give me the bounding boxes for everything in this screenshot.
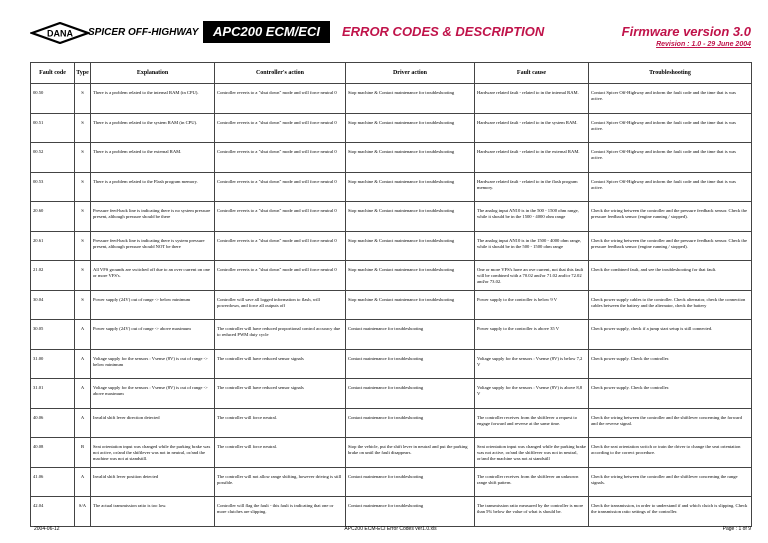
table-row [31,290,752,320]
table-header-row [31,63,752,84]
cell-fault-cause: One or more VFS's have an ove current, not that this fault will be combined with a 70.02 and/or 71.02 and/or 72.02 and/or 73.02. [475,261,589,291]
doc-title: ERROR CODES & DESCRIPTION [342,24,545,39]
cell-driver-action: Contact maintenance for troubleshooting [346,408,475,438]
table-row [31,467,752,497]
cell-fault-cause: Hardware related fault - related to in the external RAM. [475,143,589,173]
cell-driver-action: Stop machine & Contact maintenance for troubleshooting [346,143,475,173]
cell-fault-cause: The analog input AN10 is in the 500 - 1500 ohm range, while it should be in the 1500 - 4000 ohm range [475,202,589,232]
cell-troubleshooting: Check the wiring between the controller and the shiftlever concerning the range signals. [589,467,752,497]
cell-fault-code: 21.02 [31,261,75,291]
cell-explanation: There is a problem related to the internal RAM (in CPU). [91,84,215,114]
cell-controller-action: The controller will have reduced proportional control accuracy due to reduced PWM duty cycle [215,320,346,350]
cell-explanation: The actual transmission ratio is too low. [91,497,215,527]
cell-type: A [75,467,91,497]
cell-explanation: Voltage supply for the sensors : Vsense (8V) is out of range -> below minimum [91,349,215,379]
cell-type: S [75,113,91,143]
table-row [31,84,752,114]
cell-explanation: Power supply (24V) out of range -> below minimum [91,290,215,320]
col-header-controller-action: Controller's action [215,63,346,84]
cell-troubleshooting: Check the wiring between the controller and the shiftlever concerning the forward and the reverse signal. [589,408,752,438]
col-header-driver-action: Driver action [346,63,475,84]
cell-troubleshooting: Contact Spicer Off-Highway and inform the fault code and the time that is was active. [589,143,752,173]
cell-controller-action: The controller will not allow range shifting, however driving is still possible. [215,467,346,497]
cell-type: S [75,261,91,291]
cell-fault-cause: Voltage supply for the sensors : Vsense (8V) is above 8,8 V [475,379,589,409]
firmware-version: Firmware version 3.0 [621,24,751,39]
cell-fault-cause: Hardware related fault - related to in the internal RAM. [475,84,589,114]
cell-controller-action: Controller reverts to a "shut down" mode and will force neutral 0 [215,143,346,173]
col-header-troubleshooting: Troubleshooting [589,63,752,84]
cell-type: S [75,172,91,202]
cell-fault-code: 30.04 [31,290,75,320]
footer-page-number: Page : 1 of 9 [722,526,751,532]
cell-fault-cause: Power supply to the controller is below 9 V [475,290,589,320]
table-body [31,84,752,527]
cell-fault-code: 20.60 [31,202,75,232]
cell-fault-cause: The transmission ratio measured by the controller is more than 5% below the value of what is should be. [475,497,589,527]
cell-fault-cause: Voltage supply for the sensors : Vsense (8V) is below 7,2 V [475,349,589,379]
error-codes-table [30,62,752,527]
cell-troubleshooting: Contact Spicer Off-Highway and inform the fault code and the time that is was active. [589,172,752,202]
table-row [31,172,752,202]
footer-filename: APC200 ECM-ECI Error Codes ver1.0.xls [344,526,437,532]
cell-explanation: There is a problem related to the Flash program memory. [91,172,215,202]
cell-controller-action: The controller will force neutral. [215,408,346,438]
cell-controller-action: The controller will have reduced sensor signals [215,379,346,409]
table-row [31,438,752,468]
cell-troubleshooting: Check power supply, check if a jump start setup is still connected. [589,320,752,350]
table-row [31,231,752,261]
cell-fault-code: 00.50 [31,84,75,114]
cell-explanation: All VFS grounds are switched off due to an over current on one or more VFS's. [91,261,215,291]
cell-type: S/A [75,497,91,527]
cell-controller-action: Controller reverts to a "shut down" mode and will force neutral 0 [215,261,346,291]
cell-driver-action: Contact maintenance for troubleshooting [346,320,475,350]
logo-brand: DANA [47,28,73,39]
cell-driver-action: Contact maintenance for troubleshooting [346,379,475,409]
cell-type: S [75,84,91,114]
cell-fault-code: 00.52 [31,143,75,173]
cell-troubleshooting: Check the combined fault, and see the troubleshooting for that fault. [589,261,752,291]
col-header-fault-code: Fault code [31,63,75,84]
cell-controller-action: Controller reverts to a "shut down" mode and will force neutral 0 [215,231,346,261]
table-row [31,143,752,173]
cell-type: S [75,143,91,173]
cell-driver-action: Stop machine & Contact maintenance for troubleshooting [346,84,475,114]
cell-explanation: Pressure feed-back line is indicating there is system pressure present, although pressure should NOT be there [91,231,215,261]
cell-controller-action: Controller will flag the fault - this fault is indicating that one or more clutches are slipping. [215,497,346,527]
cell-fault-code: 31.00 [31,349,75,379]
cell-fault-cause: The controller receives from the shiftlever a request to engage forward and reverse at the same time. [475,408,589,438]
cell-driver-action: Stop machine & Contact maintenance for troubleshooting [346,202,475,232]
cell-type: A [75,379,91,409]
cell-troubleshooting: Check the wiring between the controller and the pressure feedback sensor. Check the pressure feedback sensor (engine running / stopped). [589,231,752,261]
cell-fault-cause: Hardware related fault - related to in the flash program memory. [475,172,589,202]
cell-driver-action: Contact maintenance for troubleshooting [346,467,475,497]
cell-driver-action: Contact maintenance for troubleshooting [346,349,475,379]
table-row [31,261,752,291]
table-row [31,113,752,143]
error-codes-table-wrap [30,62,751,527]
cell-fault-cause: Seat orientation input was changed while the parking brake was not active, or/and the shiftlever was not in neutral, or/and the machine was not at standstill [475,438,589,468]
cell-controller-action: Controller reverts to a "shut down" mode and will force neutral 0 [215,84,346,114]
cell-troubleshooting: Contact Spicer Off-Highway and inform the fault code and the time that is was active. [589,113,752,143]
cell-type: A [75,349,91,379]
cell-controller-action: The controller will have reduced sensor signals [215,349,346,379]
table-row [31,320,752,350]
cell-explanation: Pressure feed-back line is indicating there is no system pressure present, although pressure should be there [91,202,215,232]
cell-explanation: There is a problem related to the external RAM. [91,143,215,173]
cell-type: A [75,408,91,438]
cell-driver-action: Stop the vehicle, put the shift lever in neutral and put the parking brake on until the fault disappears. [346,438,475,468]
table-row [31,497,752,527]
cell-fault-code: 42.04 [31,497,75,527]
cell-troubleshooting: Contact Spicer Off-Highway and inform the fault code and the time that is was active. [589,84,752,114]
cell-troubleshooting: Check the seat orientation switch or train the driver to change the seat orientation according to the correct procedure. [589,438,752,468]
cell-troubleshooting: Check power supply. Check the controller. [589,379,752,409]
cell-type: A [75,320,91,350]
document-header [0,0,768,62]
cell-fault-cause: The controller receives from the shiftlever an unknown range shift pattern. [475,467,589,497]
cell-fault-code: 00.51 [31,113,75,143]
table-row [31,349,752,379]
cell-fault-code: 41.06 [31,467,75,497]
cell-fault-cause: Hardware related fault - related to in the system RAM. [475,113,589,143]
cell-controller-action: The controller will force neutral. [215,438,346,468]
cell-troubleshooting: Check power supply cables to the controller. Check alternator, check the connection cables between the battery and the alternator, check the battery [589,290,752,320]
page-footer [30,526,751,536]
cell-type: S [75,290,91,320]
cell-controller-action: Controller will save all logged information to flash, will powerdown, and force all outputs off [215,290,346,320]
cell-controller-action: Controller reverts to a "shut down" mode and will force neutral 0 [215,113,346,143]
cell-explanation: Power supply (24V) out of range -> above maximum [91,320,215,350]
doc-badge: APC200 ECM/ECI [203,21,330,43]
cell-explanation: Seat orientation input was changed while the parking brake was not active, or/and the shiftlever was not in neutral, or/and the machine was not at standstill. [91,438,215,468]
cell-type: S [75,231,91,261]
col-header-fault-cause: Fault cause [475,63,589,84]
col-header-type: Type [75,63,91,84]
cell-fault-cause: The analog input AN10 is in the 1500 - 4000 ohm range, while it should be in the 500 - 1500 ohm range [475,231,589,261]
cell-troubleshooting: Check the wiring between the controller and the pressure feedback sensor. Check the pressure feedback sensor (engine running / stopped). [589,202,752,232]
cell-controller-action: Controller reverts to a "shut down" mode and will force neutral 0 [215,172,346,202]
cell-driver-action: Stop machine & Contact maintenance for troubleshooting [346,113,475,143]
cell-fault-code: 31.01 [31,379,75,409]
cell-type: B [75,438,91,468]
table-row [31,379,752,409]
footer-date: 2004-06-12 [34,526,60,532]
dana-diamond-icon [30,22,90,44]
cell-driver-action: Stop machine & Contact maintenance for troubleshooting [346,172,475,202]
cell-driver-action: Contact maintenance for troubleshooting [346,497,475,527]
cell-troubleshooting: Check power supply. Check the controller. [589,349,752,379]
cell-fault-cause: Power supply to the controller is above 35 V [475,320,589,350]
cell-fault-code: 40.06 [31,408,75,438]
cell-fault-code: 40.08 [31,438,75,468]
cell-type: S [75,202,91,232]
cell-troubleshooting: Check the transmission, in order to understand if and which clutch is slipping. Check the transmission ratio settings of the controller. [589,497,752,527]
cell-driver-action: Stop machine & Contact maintenance for troubleshooting [346,261,475,291]
cell-explanation: Invalid shift lever direction detected [91,408,215,438]
table-row [31,408,752,438]
cell-controller-action: Controller reverts to a "shut down" mode and will force neutral 0 [215,202,346,232]
cell-explanation: Voltage supply for the sensors : Vsense (8V) is out of range -> above maximum [91,379,215,409]
table-row [31,202,752,232]
cell-explanation: Invalid shift lever position detected [91,467,215,497]
cell-fault-code: 00.53 [31,172,75,202]
cell-fault-code: 30.05 [31,320,75,350]
cell-driver-action: Stop machine & Contact maintenance for troubleshooting [346,231,475,261]
revision: Revision : 1.0 - 29 June 2004 [656,41,751,48]
cell-driver-action: Stop machine & Contact maintenance for troubleshooting [346,290,475,320]
cell-explanation: There is a problem related to the system RAM (in CPU). [91,113,215,143]
cell-fault-code: 20.61 [31,231,75,261]
logo-text: SPICER OFF-HIGHWAY [88,27,199,38]
col-header-explanation: Explanation [91,63,215,84]
